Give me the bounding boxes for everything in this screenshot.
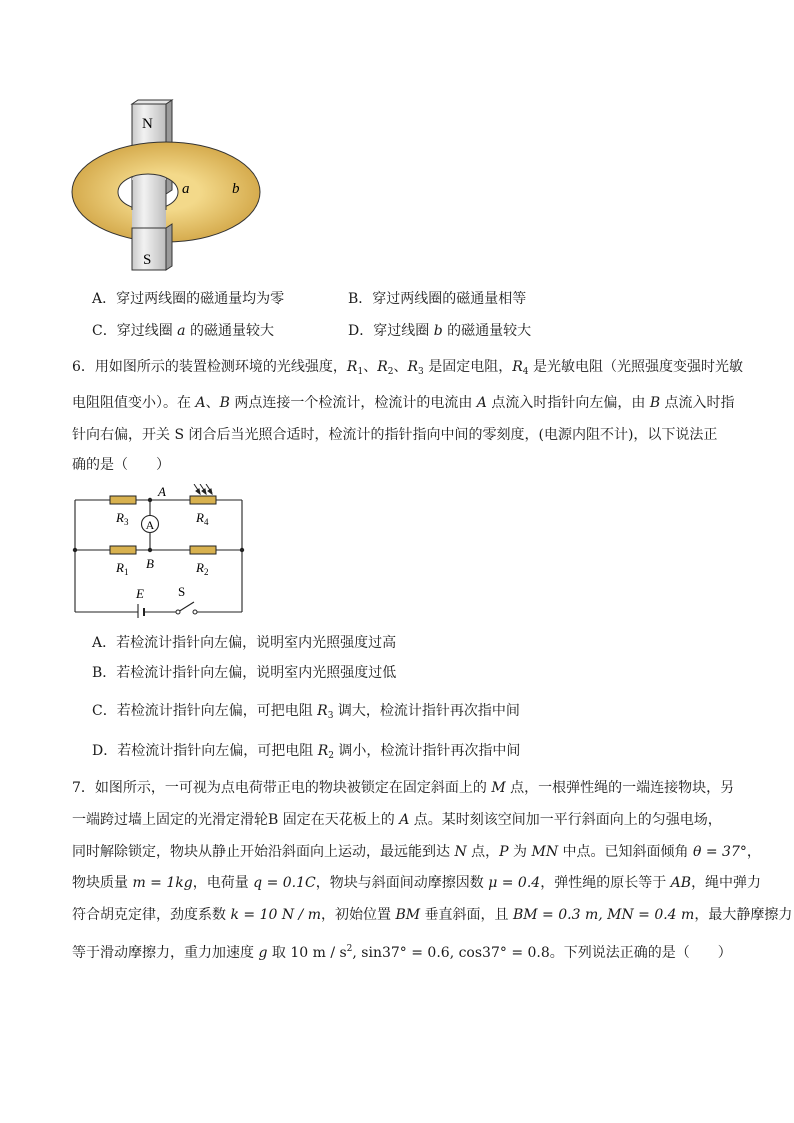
r3-label: $R_3$ [116,510,129,527]
north-pole-label: N [142,116,153,132]
q5-option-c: C．穿过线圈 a 的磁通量较大 [92,323,274,339]
coil-b-label: b [232,181,240,197]
q7-stem-line1: 7．如图所示，一可视为点电荷带正电的物块被锁定在固定斜面上的 M 点，一根弹性绳的一端连接物块，另 [72,780,735,796]
q7-stem-line6: 等于滑动摩擦力，重力加速度 g 取 10 m / $s^2$, sin37° = 0.6, cos37° = 0.8。下列说法正确的是（ ） [72,944,732,961]
coil-a-label: a [182,181,190,197]
bridge-circuit-diagram [70,484,250,618]
resistor-r4-photo [190,496,216,504]
node-a-label: A [158,484,166,499]
battery-label: E [136,586,144,601]
q6-stem-line1: 6．用如图所示的装置检测环境的光线强度，$R_1$、$R_2$、$R_3$ 是固定电阻，$R_4$ 是光敏电阻（光照强度变强时光敏 [72,359,743,377]
q6-option-c: C．若检流计指针向左偏，可把电阻 $R_3$ 调大，检流计指针再次指中间 [92,703,520,721]
r1-label: $R_1$ [116,560,129,577]
resistor-r3 [110,496,136,504]
r4-label: $R_4$ [196,510,209,527]
resistor-r1 [110,546,136,554]
q6-stem-line2: 电阻阻值变小）。在 A、B 两点连接一个检流计，检流计的电流由 A 点流入时指针向左偏，由 B 点流入时指 [72,395,735,411]
q6-stem-line3: 针向右偏，开关 S 闭合后当光照合适时，检流计的指针指向中间的零刻度，(电源内阻不计)，以下说法正 [72,427,718,443]
q6-option-b: B．若检流计指针向左偏，说明室内光照强度过低 [92,665,397,681]
magnet-coil-figure [68,98,268,276]
switch-label: S [178,584,186,599]
r2-label: $R_2$ [196,560,209,577]
q7-stem-line5: 符合胡克定律，劲度系数 k = 10 N / m，初始位置 BM 垂直斜面，且 BM = 0.3 m, MN = 0.4 m，最大静摩擦力 [72,907,793,923]
q5-option-a: A．穿过两线圈的磁通量均为零 [92,291,285,307]
resistor-r2 [190,546,216,554]
q5-option-b: B．穿过两线圈的磁通量相等 [348,291,527,307]
q6-option-d: D．若检流计指针向左偏，可把电阻 $R_2$ 调小，检流计指针再次指中间 [92,743,521,761]
q7-stem-line4: 物块质量 m = 1kg，电荷量 q = 0.1C，物块与斜面间动摩擦因数 μ = 0.4，弹性绳的原长等于 AB，绳中弹力 [72,875,762,891]
q6-stem-line4: 确的是（ ） [72,457,170,473]
node-b-label: B [146,556,154,571]
south-pole-label: S [143,252,152,268]
q7-stem-line3: 同时解除锁定，物块从静止开始沿斜面向上运动，最远能到达 N 点，P 为 MN 中点。已知斜面倾角 θ = 37°， [72,844,761,860]
q6-option-a: A．若检流计指针向左偏，说明室内光照强度过高 [92,635,397,651]
q5-option-d: D．穿过线圈 b 的磁通量较大 [348,323,532,339]
q7-stem-line2: 一端跨过墙上固定的光滑定滑轮B 固定在天花板上的 A 点。某时刻该空间加一平行斜面向上的匀强电场， [72,812,722,828]
galvanometer-label: A [145,518,155,532]
